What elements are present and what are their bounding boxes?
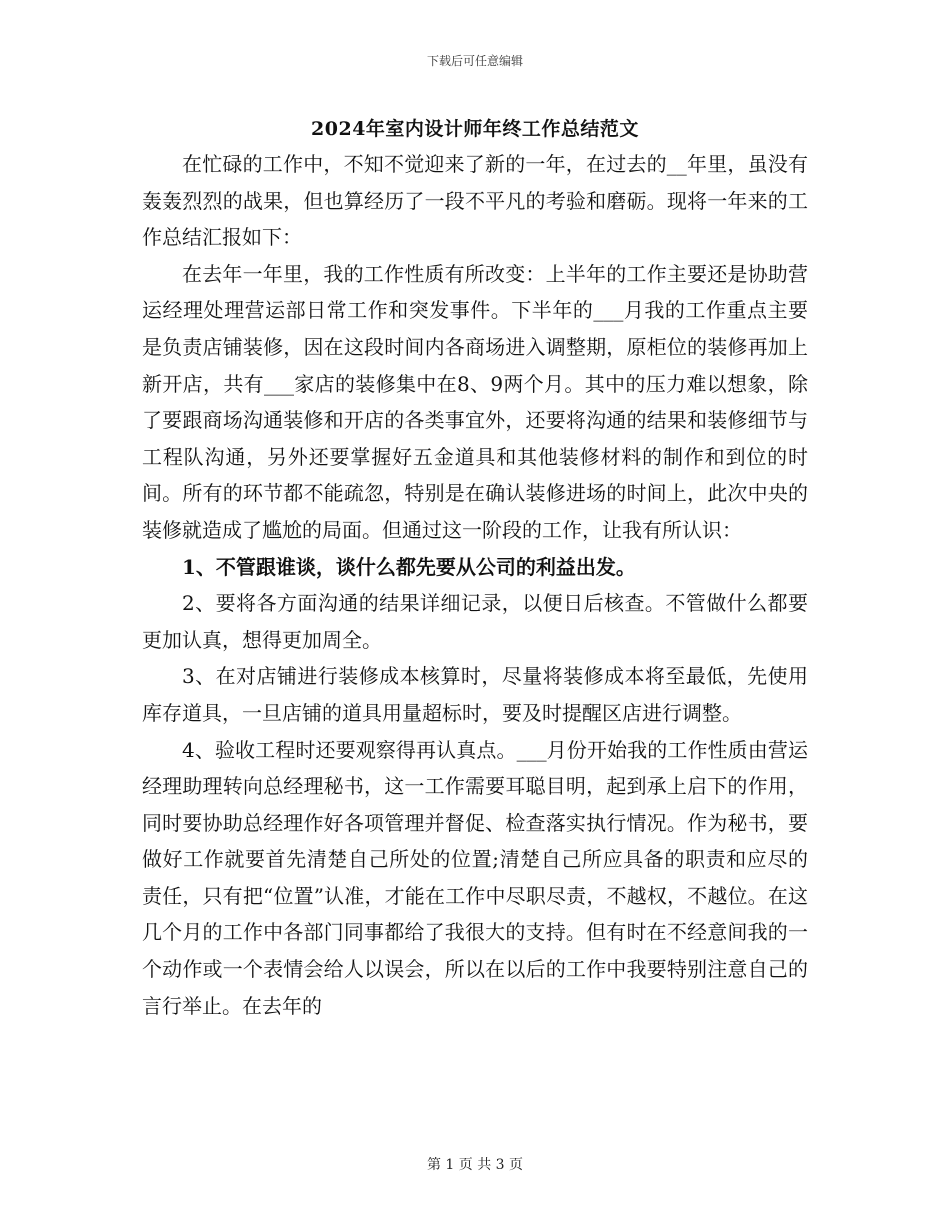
paragraph-work-summary: 在去年一年里，我的工作性质有所改变：上半年的工作主要还是协助营运经理处理营运部日常工作和突发事件。下半年的___月我的工作重点主要是负责店铺装修，因在这段时间内各商场进入调整期，原柜位的装修再加上新开店，共有___家店的装修集中在8、9两个月。其中的压力难以想象，除了要跟商场沟通装修和开店的各类事宜外，还要将沟通的结果和装修细节与工程队沟通，另外还要掌握好五金道具和其他装修材料的制作和到位的时间。所有的环节都不能疏忽，特别是在确认装修进场的时间上，此次中央的装修就造成了尴尬的局面。但通过这一阶段的工作，让我有所认识：: [142, 261, 808, 542]
page-number: 第 1 页 共 3 页: [426, 1157, 524, 1173]
paragraph-intro: 在忙碌的工作中，不知不觉迎来了新的一年，在过去的__年里，虽没有轰轰烈烈的战果，但也算经历了一段不平凡的考验和磨砺。现将一年来的工作总结汇报如下：: [142, 152, 808, 250]
paragraph-point-4: 4、验收工程时还要观察得再认真点。___月份开始我的工作性质由营运经理助理转向总经理秘书，这一工作需要耳聪目明，起到承上启下的作用，同时要协助总经理作好各项管理并督促、检查落实执行情况。作为秘书，要做好工作就要首先清楚自己所处的位置;清楚自己所应具备的职责和应尽的责任，只有把“位置”认准，才能在工作中尽职尽责，不越权，不越位。在这几个月的工作中各部门同事都给了我很大的支持。但有时在不经意间我的一个动作或一个表情会给人以误会，所以在以后的工作中我要特别注意自己的言行举止。在去年的: [142, 737, 808, 1018]
paragraph-point-3: 3、在对店铺进行装修成本核算时，尽量将装修成本将至最低，先使用库存道具，一旦店铺的道具用量超标时，要及时提醒区店进行调整。: [142, 664, 808, 725]
document-title: 2024年室内设计师年终工作总结范文: [311, 118, 639, 140]
page-header-note: 下载后可任意编辑: [426, 54, 523, 68]
paragraph-point-1: 1、不管跟谁谈，谈什么都先要从公司的利益出发。: [182, 554, 636, 579]
document-body: [142, 146, 808, 1024]
paragraph-point-2: 2、要将各方面沟通的结果详细记录，以便日后核查。不管做什么都要更加认真，想得更加周全。: [142, 591, 808, 652]
